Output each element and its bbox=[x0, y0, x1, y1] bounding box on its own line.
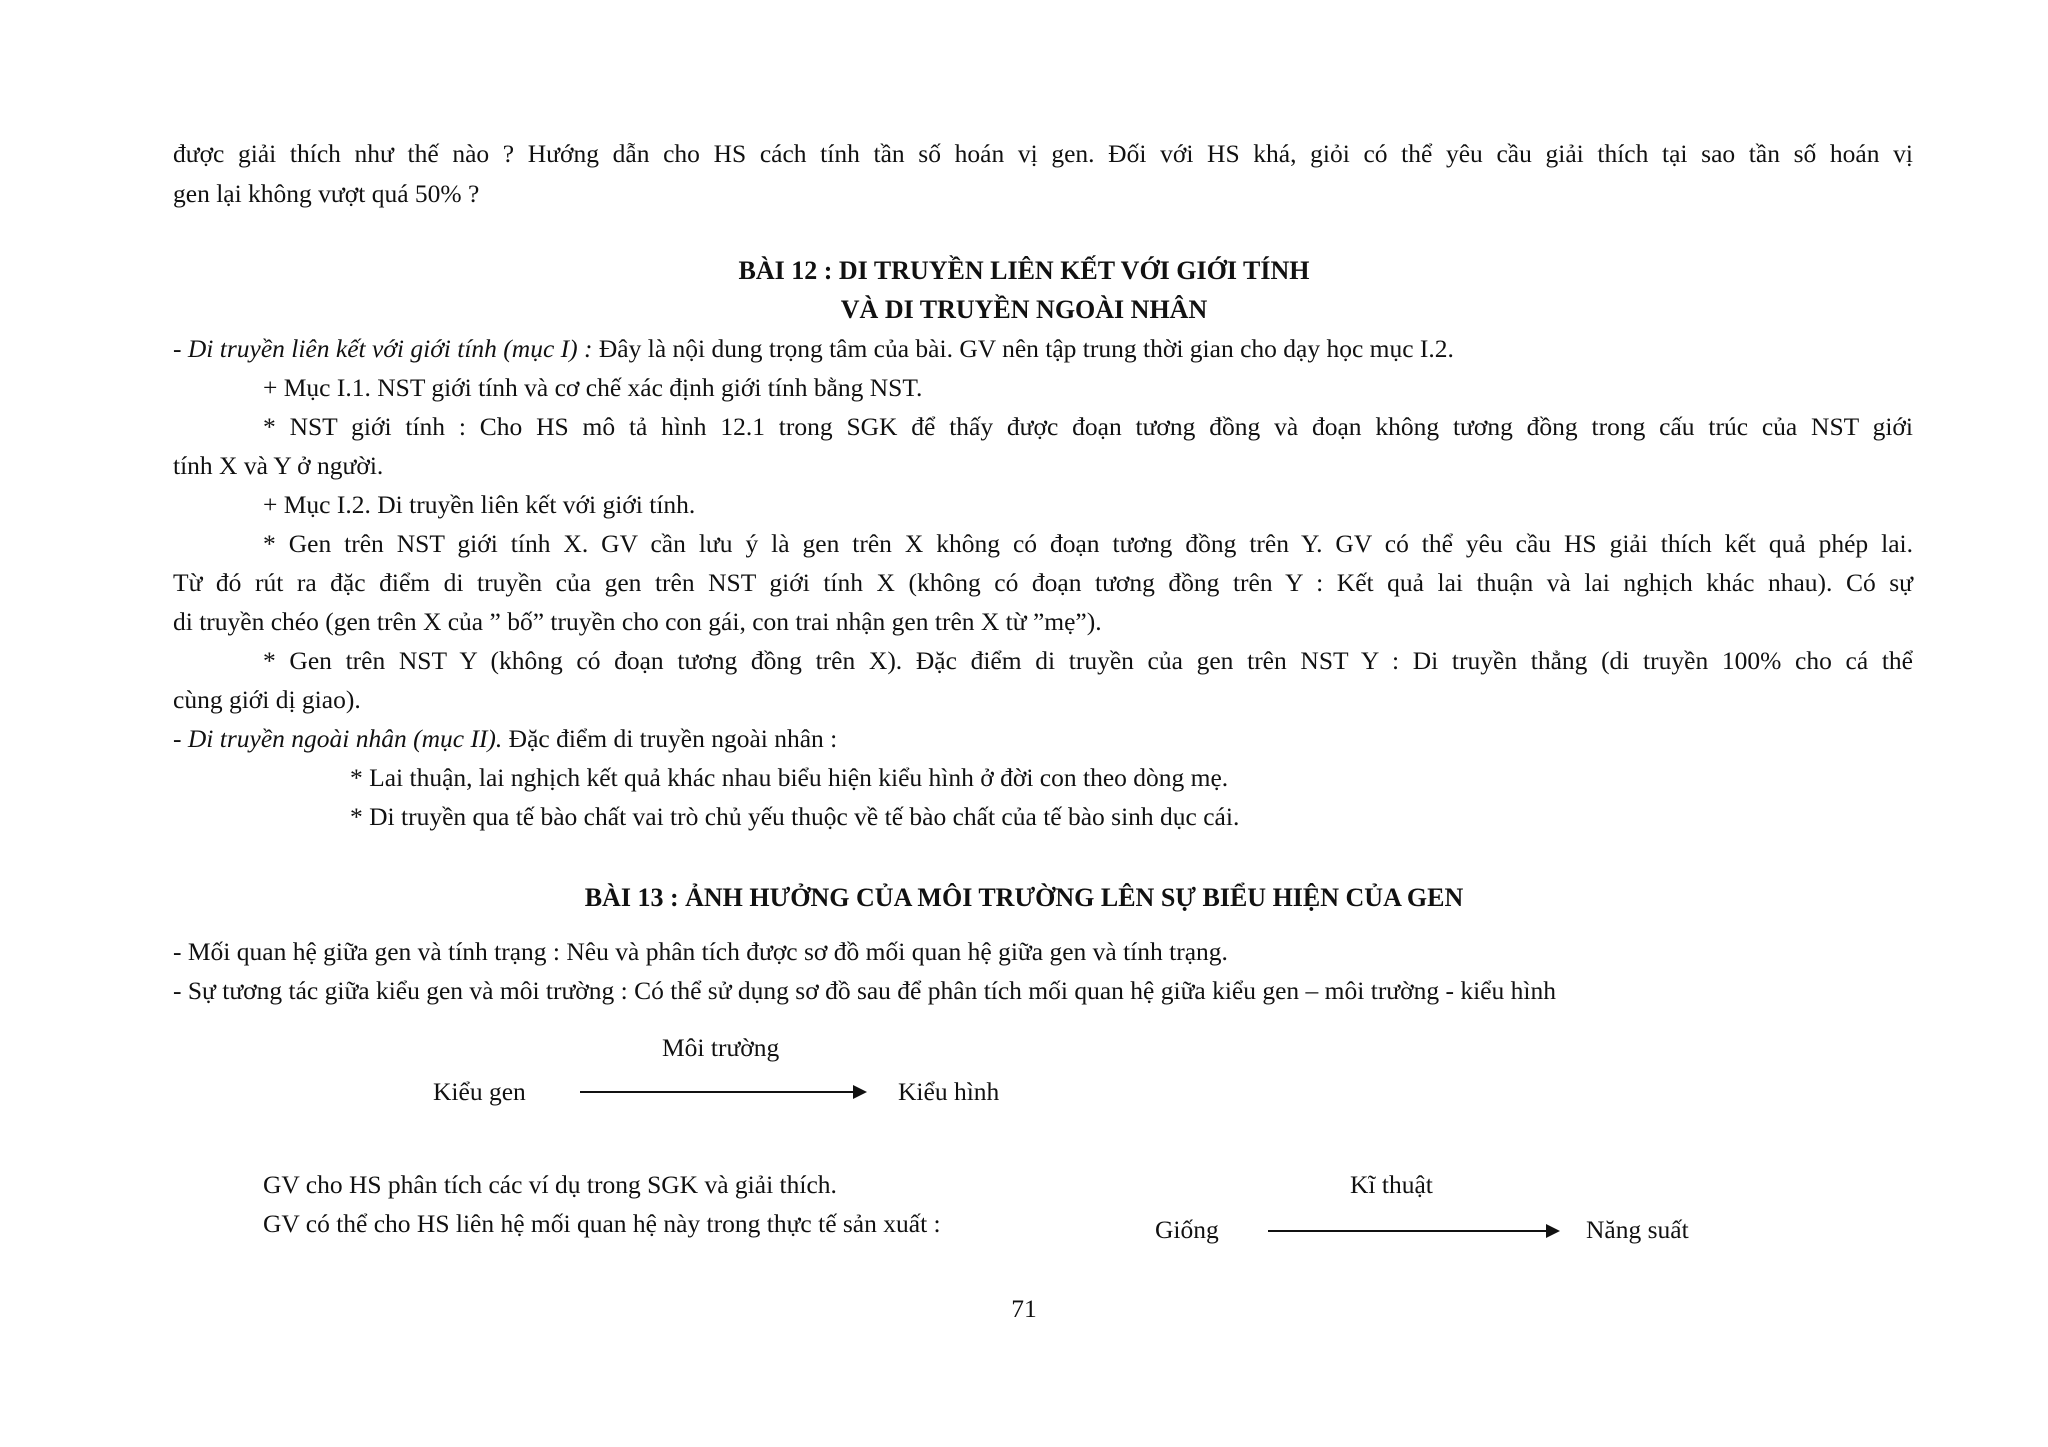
intro-line-2: gen lại không vượt quá 50% ? bbox=[173, 179, 480, 208]
diagram-1-source: Kiểu gen bbox=[433, 1077, 526, 1106]
lesson-12-paragraph-extranuclear bbox=[173, 724, 837, 754]
page-number: 71 bbox=[1011, 1294, 1037, 1323]
lesson-12-gene-y-line-1: * Gen trên NST Y (không có đoạn tương đồng trên X). Đặc điểm di truyền của gen trên NST Y : Di truyền thẳng (di truyền 100% cho cá thể bbox=[263, 646, 1913, 675]
diagram-1-arrow bbox=[580, 1091, 865, 1093]
lesson-13-paragraph-1: - Mối quan hệ giữa gen và tính trạng : Nêu và phân tích được sơ đồ mối quan hệ giữa gen và tính trạng. bbox=[173, 937, 1228, 966]
lesson-13-paragraph-3: GV cho HS phân tích các ví dụ trong SGK và giải thích. bbox=[263, 1170, 837, 1199]
lesson-12-gene-x-line-3: di truyền chéo (gen trên X của ” bố” truyền cho con gái, con trai nhận gen trên X từ ”mẹ”). bbox=[173, 607, 1102, 636]
lesson-13-paragraph-2: - Sự tương tác giữa kiểu gen và môi trường : Có thể sử dụng sơ đồ sau để phân tích mối quan hệ giữa kiểu gen – môi trường - kiểu hình bbox=[173, 976, 1556, 1005]
lesson-12-item-i1: + Mục I.1. NST giới tính và cơ chế xác định giới tính bằng NST. bbox=[263, 373, 923, 402]
lesson-12-bullet-1: * Lai thuận, lai nghịch kết quả khác nhau biểu hiện kiểu hình ở đời con theo dòng mẹ. bbox=[350, 763, 1229, 792]
lesson-12-item-i2: + Mục I.2. Di truyền liên kết với giới tính. bbox=[263, 490, 696, 519]
diagram-2-source: Giống bbox=[1155, 1215, 1219, 1244]
lesson-12-gene-x-line-2: Từ đó rút ra đặc điểm di truyền của gen trên NST giới tính X (không có đoạn tương đồng trên Y : Kết quả lai thuận và lai nghịch khác nhau). Có sự bbox=[173, 568, 1913, 597]
lesson-12-bullet-2: * Di truyền qua tế bào chất vai trò chủ yếu thuộc về tế bào chất của tế bào sinh dục cái. bbox=[350, 802, 1240, 831]
section-ii-label: - Di truyền ngoài nhân (mục II). bbox=[173, 724, 503, 753]
lesson-12-paragraph-1 bbox=[173, 334, 1454, 364]
diagram-1-target: Kiểu hình bbox=[898, 1077, 1000, 1106]
lesson-12-gene-y-line-2: cùng giới dị giao). bbox=[173, 685, 361, 714]
lesson-12-title-line-2: VÀ DI TRUYỀN NGOÀI NHÂN bbox=[840, 295, 1208, 324]
section-i-text: Đây là nội dung trọng tâm của bài. GV nên tập trung thời gian cho dạy học mục I.2. bbox=[592, 334, 1454, 363]
lesson-12-gene-x-line-1: * Gen trên NST giới tính X. GV cần lưu ý là gen trên X không có đoạn tương đồng trên Y. GV có thể yêu cầu HS giải thích kết quả phép lai. bbox=[263, 529, 1913, 558]
lesson-13-title: BÀI 13 : ẢNH HƯỞNG CỦA MÔI TRƯỜNG LÊN SỰ BIỂU HIỆN CỦA GEN bbox=[584, 883, 1464, 912]
lesson-12-nst-line-1: * NST giới tính : Cho HS mô tả hình 12.1 trong SGK để thấy được đoạn tương đồng và đoạn không tương đồng trong cấu trúc của NST giới bbox=[263, 412, 1913, 441]
section-i-label: - Di truyền liên kết với giới tính (mục I) : bbox=[173, 334, 593, 363]
intro-line-1: được giải thích như thế nào ? Hướng dẫn cho HS cách tính tần số hoán vị gen. Đối với HS khá, giỏi có thể yêu cầu giải thích tại sao tần số hoán vị bbox=[173, 139, 1913, 168]
diagram-1-arrow-label: Môi trường bbox=[662, 1033, 780, 1062]
diagram-2-arrow-label: Kĩ thuật bbox=[1350, 1170, 1433, 1199]
diagram-2-arrow bbox=[1268, 1230, 1558, 1232]
lesson-12-title-line-1: BÀI 12 : DI TRUYỀN LIÊN KẾT VỚI GIỚI TÍNH bbox=[738, 256, 1310, 285]
lesson-13-paragraph-4: GV có thể cho HS liên hệ mối quan hệ này trong thực tế sản xuất : bbox=[263, 1209, 941, 1238]
lesson-12-nst-line-2: tính X và Y ở người. bbox=[173, 451, 384, 480]
section-ii-text: Đặc điểm di truyền ngoài nhân : bbox=[502, 724, 838, 753]
diagram-2-target: Năng suất bbox=[1586, 1215, 1689, 1244]
